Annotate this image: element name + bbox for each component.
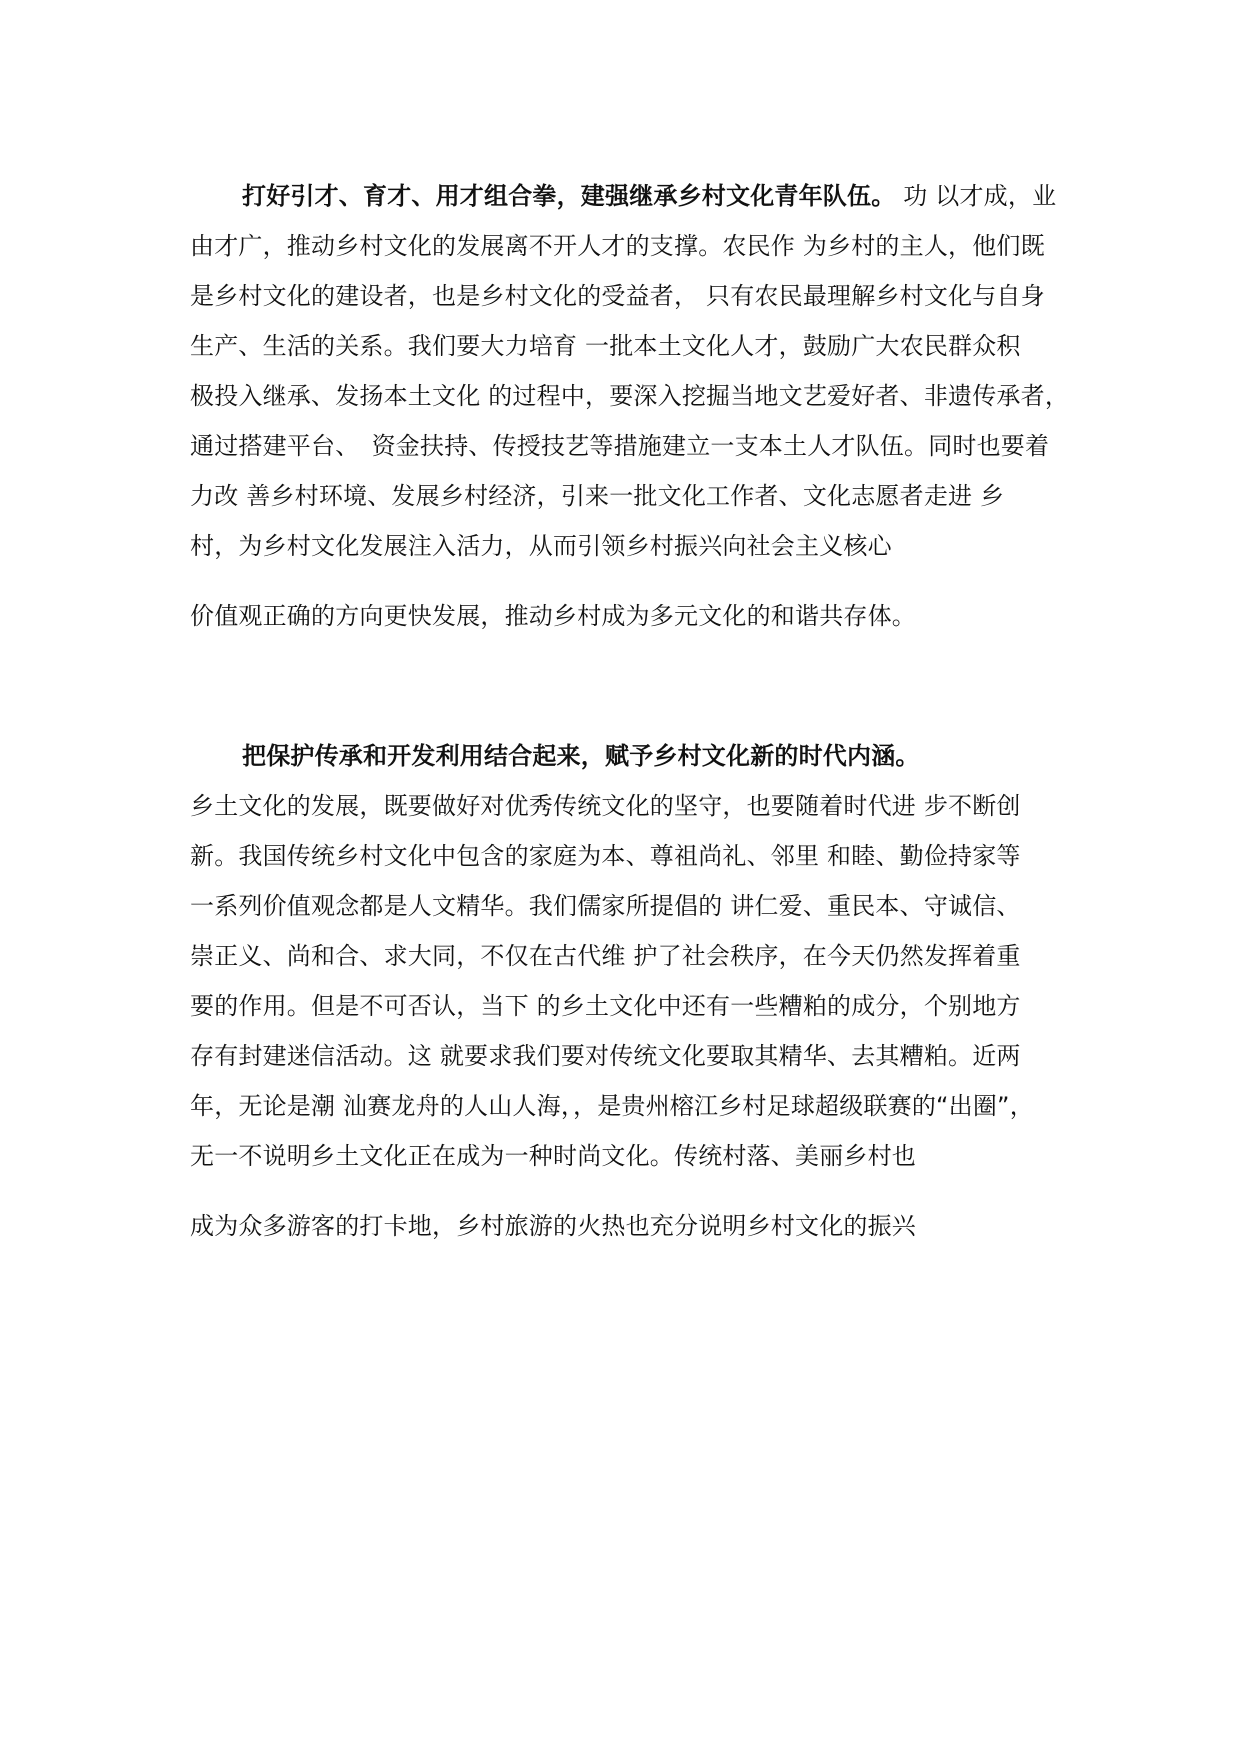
section-heading: 把保护传承和开发利用结合起来，赋予乡村文化新的时代内涵。	[242, 742, 920, 770]
line-gap	[190, 571, 1070, 591]
paragraph-line: 崇正义、尚和合、求大同，不仅在古代维 护了社会秩序，在今天仍然发挥着重	[190, 942, 1021, 970]
paragraph-line: 村，为乡村文化发展注入活力，从而引领乡村振兴向社会主义核心	[190, 532, 892, 560]
paragraph-text: 功 以才成，业	[895, 182, 1057, 210]
paragraph-line: 生产、生活的关系。我们要大力培育 一批本土文化人才，鼓励广大农民群众积	[190, 332, 1021, 360]
paragraph-line: 一系列价值观念都是人文精华。我们儒家所提倡的 讲仁爱、重民本、守诚信、	[190, 892, 1021, 920]
paragraph-line	[190, 171, 1070, 221]
paragraph-line: 价值观正确的方向更快发展，推动乡村成为多元文化的和谐共存体。	[190, 602, 916, 630]
paragraph-line: 存有封建迷信活动。这 就要求我们要对传统文化要取其精华、去其糟粕。近两	[190, 1042, 1021, 1070]
paragraph-line: 年，无论是潮 汕赛龙舟的人山人海，，是贵州榕江乡村足球超级联赛的“出圈”，	[190, 1092, 1034, 1120]
section-heading: 打好引才、育才、用才组合拳，建强继承乡村文化青年队伍。	[242, 182, 896, 210]
section-talent	[190, 171, 1070, 641]
paragraph-line: 由才广，推动乡村文化的发展离不开人才的支撑。农民作 为乡村的主人，他们既	[190, 232, 1045, 260]
paragraph-line: 是乡村文化的建设者，也是乡村文化的受益者， 只有农民最理解乡村文化与自身	[190, 282, 1045, 310]
paragraph-line: 力改 善乡村环境、发展乡村经济，引来一批文化工作者、文化志愿者走进 乡	[190, 482, 1005, 510]
paragraph-line: 通过搭建平台、 资金扶持、传授技艺等措施建立一支本土人才队伍。同时也要着	[190, 432, 1050, 460]
paragraph-line: 新。我国传统乡村文化中包含的家庭为本、尊祖尚礼、邻里 和睦、勤俭持家等	[190, 842, 1021, 870]
section-heritage	[190, 731, 1070, 1251]
paragraph-line: 要的作用。但是不可否认，当下 的乡土文化中还有一些糟粕的成分，个别地方	[190, 992, 1021, 1020]
paragraph-line: 成为众多游客的打卡地，乡村旅游的火热也充分说明乡村文化的振兴	[190, 1212, 916, 1240]
paragraph-line: 无一不说明乡土文化正在成为一种时尚文化。传统村落、美丽乡村也	[190, 1142, 916, 1170]
paragraph-line: 极投入继承、发扬本土文化 的过程中，要深入挖掘当地文艺爱好者、非遗传承者，	[190, 382, 1070, 410]
paragraph-line: 乡土文化的发展，既要做好对优秀传统文化的坚守，也要随着时代进 步不断创	[190, 792, 1021, 820]
line-gap	[190, 1181, 1070, 1201]
